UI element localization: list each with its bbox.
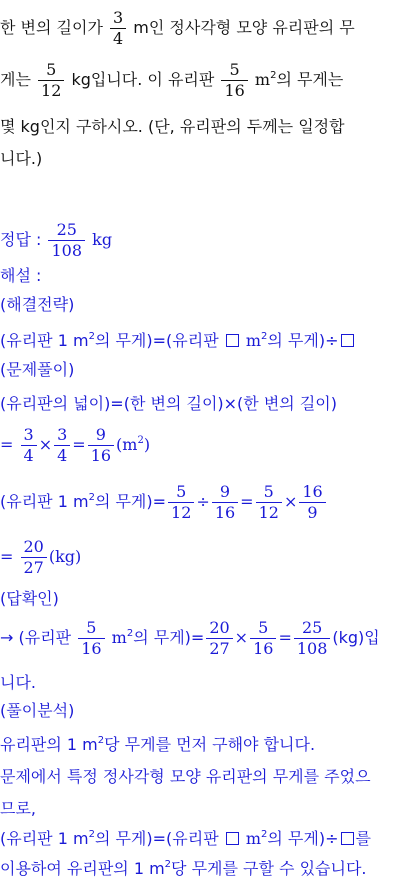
text: (유리판 1 m <box>0 331 89 350</box>
text: 유리판의 1 m <box>0 735 98 754</box>
answer-unit: kg <box>92 230 113 249</box>
denominator: 16 <box>212 502 238 521</box>
process-title: (문제풀이) <box>0 360 75 379</box>
text: 를 <box>355 829 371 848</box>
answer-fraction <box>48 222 85 259</box>
numerator: 5 <box>229 60 240 79</box>
operator: × <box>283 492 298 511</box>
denominator: 9 <box>299 502 325 521</box>
numerator: 3 <box>57 425 68 444</box>
superscript: 2 <box>97 735 105 746</box>
text: 의 무게)= <box>133 628 205 647</box>
superscript: 2 <box>88 331 95 342</box>
superscript: 2 <box>137 435 144 446</box>
numerator: 5 <box>86 618 97 637</box>
denominator: 12 <box>168 502 194 521</box>
blank-box-icon <box>226 832 239 845</box>
problem-line-1 <box>0 10 400 47</box>
denominator: 16 <box>250 638 276 657</box>
strategy-line <box>0 330 400 352</box>
problem-text: 게는 <box>0 70 31 89</box>
text: 의 무게)= <box>94 492 167 511</box>
unit: m <box>245 331 262 350</box>
fraction <box>21 539 47 576</box>
numerator: 3 <box>113 8 124 27</box>
fraction <box>88 427 114 464</box>
denominator: 27 <box>21 557 47 576</box>
denominator: 16 <box>221 80 247 99</box>
fraction <box>256 484 282 521</box>
text: 당 무게를 먼저 구해야 합니다. <box>104 735 316 754</box>
check-line <box>0 620 400 656</box>
numerator: 9 <box>95 425 106 444</box>
problem-text: 의 무게는 <box>276 70 344 89</box>
unit: (m <box>116 435 138 454</box>
fraction <box>38 62 64 99</box>
analysis-line-5 <box>0 858 400 880</box>
analysis-line-2: 문제에서 특정 정사각형 모양 유리판의 무게를 주었으 <box>0 767 371 786</box>
text: 의 무게)÷ <box>267 331 339 350</box>
text: → (유리판 <box>0 628 72 647</box>
equals: = <box>72 435 86 454</box>
unit: m <box>111 628 127 647</box>
superscript: 2 <box>164 859 172 870</box>
numerator: 5 <box>46 60 57 79</box>
denominator: 4 <box>54 445 70 464</box>
text: 이용하여 유리판의 1 m <box>0 859 165 878</box>
answer-label: 정답 : <box>0 230 42 249</box>
fraction <box>168 484 194 521</box>
numerator: 3 <box>23 425 34 444</box>
fraction <box>54 427 70 464</box>
fraction <box>78 620 104 657</box>
blank-box-icon <box>341 832 354 845</box>
fraction <box>212 484 238 521</box>
problem-line-4: 니다.) <box>0 149 43 168</box>
text: 의 무게)÷ <box>267 829 339 848</box>
denominator: 4 <box>110 28 126 47</box>
fraction <box>206 620 232 657</box>
numerator: 16 <box>302 482 323 501</box>
denominator: 16 <box>78 638 104 657</box>
denominator: 12 <box>38 80 64 99</box>
blank-box-icon <box>341 334 354 347</box>
denominator: 16 <box>88 445 114 464</box>
unit: m <box>254 70 271 89</box>
equals: = <box>240 492 254 511</box>
numerator: 5 <box>263 482 274 501</box>
calc-line-2 <box>0 484 400 520</box>
numerator: 20 <box>209 618 230 637</box>
text: 의 무게)=(유리판 <box>94 829 219 848</box>
analysis-line-4 <box>0 828 400 850</box>
denominator: 12 <box>256 502 282 521</box>
numerator: 9 <box>219 482 231 501</box>
calc-line-1 <box>0 427 400 463</box>
superscript: 2 <box>88 829 95 840</box>
numerator: 25 <box>301 618 323 637</box>
operator: × <box>38 435 53 454</box>
text: (유리판 1 m <box>0 492 89 511</box>
analysis-line-3: 므로, <box>0 799 36 818</box>
unit: ) <box>143 435 151 454</box>
superscript: 2 <box>270 70 277 81</box>
text: 의 무게)=(유리판 <box>94 331 219 350</box>
denominator: 4 <box>21 445 37 464</box>
problem-line-3: 몇 kg인지 구하시오. (단, 유리판의 두께는 일정합 <box>0 117 345 136</box>
analysis-title: (풀이분석) <box>0 701 75 720</box>
calc-line-3 <box>0 539 400 575</box>
check-end: 니다. <box>0 673 36 692</box>
area-line: (유리판의 넓이)=(한 변의 길이)×(한 변의 길이) <box>0 394 337 413</box>
fraction <box>221 62 247 99</box>
denominator: 27 <box>206 638 232 657</box>
answer-line <box>0 222 400 259</box>
unit: (kg) <box>48 547 82 566</box>
numerator: 20 <box>23 537 44 556</box>
denominator: 108 <box>294 638 331 657</box>
problem-line-2 <box>0 62 400 99</box>
equals: = <box>0 547 14 566</box>
numerator: 25 <box>56 220 77 239</box>
analysis-line-1 <box>0 734 400 756</box>
equals: = <box>278 628 292 647</box>
text: (유리판 1 m <box>0 829 89 848</box>
fraction <box>294 620 331 657</box>
numerator: 5 <box>258 618 269 637</box>
fraction <box>299 484 325 521</box>
equals: = <box>0 435 14 454</box>
solution-label: 해설 : <box>0 266 42 285</box>
text: (kg)입 <box>332 628 380 647</box>
text: 당 무게를 구할 수 있습니다. <box>171 859 367 878</box>
fraction <box>21 427 37 464</box>
numerator: 5 <box>176 482 187 501</box>
problem-text: m인 정사각형 모양 유리판의 무 <box>133 18 355 37</box>
fraction <box>250 620 276 657</box>
problem-text: kg입니다. 이 유리판 <box>71 70 215 89</box>
blank-box-icon <box>226 334 239 347</box>
superscript: 2 <box>88 492 95 503</box>
unit: m <box>245 829 262 848</box>
strategy-title: (해결전략) <box>0 295 75 314</box>
superscript: 2 <box>261 829 268 840</box>
operator: × <box>234 628 249 647</box>
denominator: 108 <box>48 240 85 259</box>
fraction <box>110 10 126 47</box>
check-title: (답확인) <box>0 589 59 608</box>
problem-text: 한 변의 길이가 <box>0 18 103 37</box>
superscript: 2 <box>126 628 134 639</box>
superscript: 2 <box>261 331 268 342</box>
operator: ÷ <box>196 492 210 511</box>
